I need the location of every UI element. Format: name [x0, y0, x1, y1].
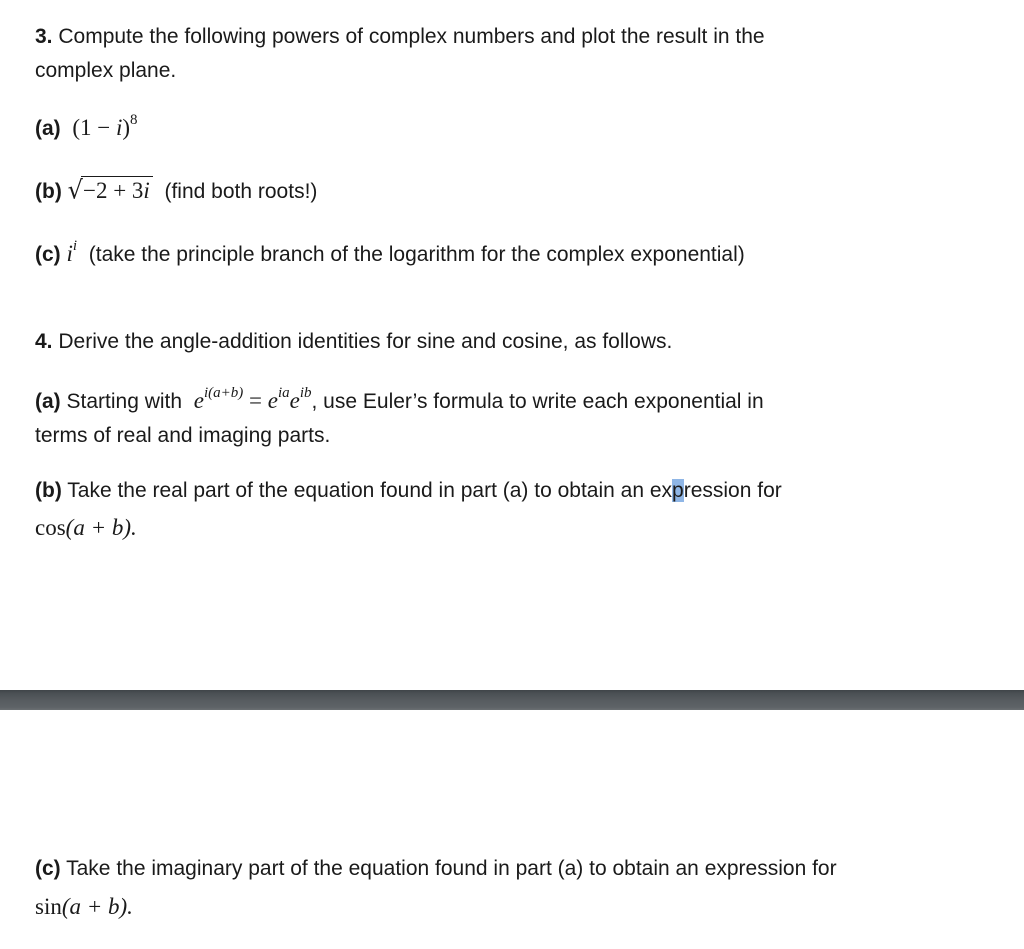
q4-prompt — [35, 328, 672, 356]
q4b-line1: (b) Take the real part of the equation found in part (a) to obtain an expression for — [35, 479, 782, 502]
q3-prompt-line2: complex plane. — [35, 59, 177, 82]
q3a-label: (a) — [35, 117, 61, 140]
q4c-expression: sin(a + b). — [35, 894, 133, 919]
q3c-expression: $i^i$ — [66, 238, 78, 266]
q3c-line — [35, 240, 745, 269]
q4-number: 4. — [35, 330, 53, 353]
q4a-equation: $e^{i(a+b)} = e^{ia}e^{ib}$ — [193, 385, 312, 413]
q3a-line — [35, 114, 138, 143]
q4-prompt-text: Derive the angle-addition identities for sine and cosine, as follows. — [52, 330, 673, 353]
q4b-label: (b) — [35, 479, 62, 502]
q3c-note: (take the principle branch of the logarithm for the complex exponential) — [88, 243, 745, 266]
q3-prompt-line1 — [35, 23, 765, 51]
q3-prompt-text: Compute the following powers of complex numbers and plot the result in the — [52, 25, 765, 48]
q3c-label: (c) — [35, 243, 61, 266]
text-cursor-highlight[interactable]: p — [672, 479, 684, 502]
q4c-line1: (c) Take the imaginary part of the equation found in part (a) to obtain an expression for — [35, 857, 837, 880]
q4a-line1: (a) Starting with $e^{i(a+b)} = e^{ia}e^{ib}$, use Euler’s formula to write each exponential in — [35, 385, 764, 413]
q3b-note: (find both roots!) — [164, 180, 318, 203]
radical-sign-icon: √ — [67, 175, 83, 205]
q3b-sqrt-expression: √−2 + 3i — [68, 176, 153, 205]
q4a-label: (a) — [35, 390, 61, 413]
q3b-line — [35, 176, 317, 206]
page-break-divider — [0, 690, 1024, 710]
q3b-label: (b) — [35, 180, 62, 203]
q3a-expression: $(1 - i)^8$ — [72, 112, 138, 140]
page-lower — [0, 710, 1024, 949]
q4c-label: (c) — [35, 857, 61, 880]
q4a-line2: terms of real and imaging parts. — [35, 424, 331, 447]
q4b-expression: cos(a + b). — [35, 515, 137, 540]
q3-number: 3. — [35, 25, 53, 48]
